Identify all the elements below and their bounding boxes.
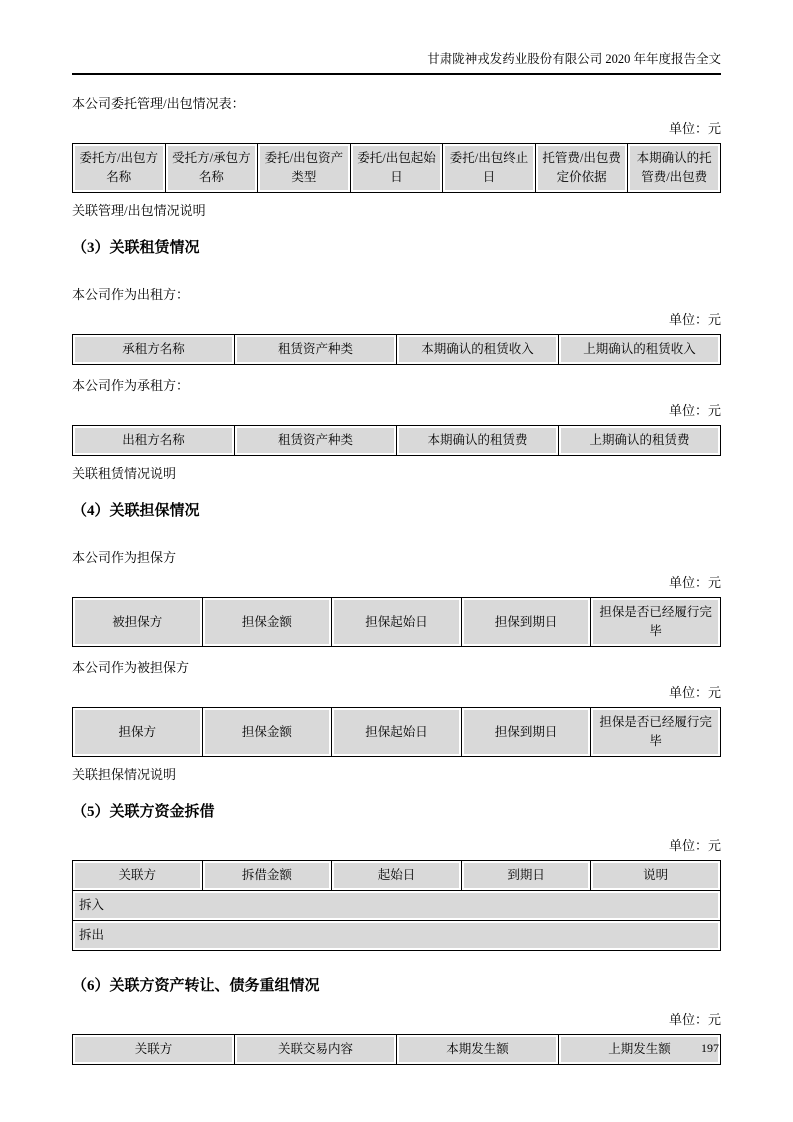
custody-intro-paragraph: 本公司委托管理/出包情况表： — [72, 96, 245, 111]
unit-label: 单位：元 — [668, 121, 721, 136]
lease-note: 关联租赁情况说明 — [72, 466, 177, 481]
section-heading-5: （5）关联方资金拆借 — [72, 804, 215, 820]
lending-row-lent: 拆出 — [73, 921, 721, 951]
lease-in-table — [72, 425, 721, 456]
table-header-cell: 担保起始日 — [332, 708, 462, 757]
table-header-cell: 委托/出包起始日 — [350, 144, 443, 193]
table-header-cell: 担保到期日 — [461, 708, 591, 757]
guarantee-note: 关联担保情况说明 — [72, 767, 177, 782]
table-header-cell: 委托/出包资产类型 — [258, 144, 351, 193]
table-header-cell: 被担保方 — [73, 598, 203, 647]
unit-label: 单位：元 — [668, 575, 721, 590]
lessee-paragraph: 本公司作为承租方： — [72, 378, 190, 393]
table-header-cell: 本期确认的租赁收入 — [397, 335, 559, 365]
table-header-cell: 关联方 — [73, 1035, 235, 1065]
table-header-cell: 上期发生额 — [559, 1035, 721, 1065]
lending-row-borrowed: 拆入 — [73, 891, 721, 921]
table-header-cell: 起始日 — [332, 861, 462, 891]
table-header-row — [73, 426, 721, 456]
table-header-cell: 说明 — [591, 861, 721, 891]
table-header-cell: 承租方名称 — [73, 335, 235, 365]
table-row — [73, 921, 721, 951]
table-header-cell: 担保是否已经履行完毕 — [591, 708, 721, 757]
guarantor-paragraph: 本公司作为担保方 — [72, 550, 177, 565]
custody-table — [72, 143, 721, 193]
table-header-cell: 租赁资产种类 — [235, 335, 397, 365]
table-header-cell: 担保金额 — [202, 598, 332, 647]
table-header-row — [73, 861, 721, 891]
table-header-row — [73, 598, 721, 647]
table-header-cell: 关联方 — [73, 861, 203, 891]
table-header-cell: 担保方 — [73, 708, 203, 757]
table-header-cell: 托管费/出包费定价依据 — [535, 144, 628, 193]
table-header-cell: 委托/出包终止日 — [443, 144, 536, 193]
table-header-row — [73, 335, 721, 365]
table-header-cell: 上期确认的租赁费 — [559, 426, 721, 456]
report-header-title: 甘肃陇神戎发药业股份有限公司 2020 年年度报告全文 — [72, 52, 721, 75]
unit-label: 单位：元 — [668, 1012, 721, 1027]
table-header-cell: 关联交易内容 — [235, 1035, 397, 1065]
guaranteed-paragraph: 本公司作为被担保方 — [72, 660, 190, 675]
table-row — [73, 891, 721, 921]
table-header-cell: 担保金额 — [202, 708, 332, 757]
table-header-cell: 到期日 — [461, 861, 591, 891]
table-header-row — [73, 708, 721, 757]
unit-label: 单位：元 — [668, 685, 721, 700]
table-header-row — [73, 1035, 721, 1065]
table-header-cell: 担保到期日 — [461, 598, 591, 647]
table-header-cell: 本期确认的租赁费 — [397, 426, 559, 456]
table-header-cell: 拆借金额 — [202, 861, 332, 891]
table-header-row — [73, 144, 721, 193]
section-heading-4: （4）关联担保情况 — [72, 503, 200, 519]
guarantee-out-table — [72, 597, 721, 647]
table-header-cell: 受托方/承包方名称 — [165, 144, 258, 193]
transfer-table — [72, 1034, 721, 1065]
table-header-cell: 本期发生额 — [397, 1035, 559, 1065]
section-heading-6: （6）关联方资产转让、债务重组情况 — [72, 978, 320, 994]
custody-note: 关联管理/出包情况说明 — [72, 203, 206, 218]
unit-label: 单位：元 — [668, 312, 721, 327]
page-number: 197 — [701, 1041, 719, 1055]
table-header-cell: 担保是否已经履行完毕 — [591, 598, 721, 647]
table-header-cell: 出租方名称 — [73, 426, 235, 456]
table-header-cell: 委托方/出包方名称 — [73, 144, 166, 193]
unit-label: 单位：元 — [668, 838, 721, 853]
guarantee-in-table — [72, 707, 721, 757]
table-header-cell: 上期确认的租赁收入 — [559, 335, 721, 365]
section-heading-3: （3）关联租赁情况 — [72, 240, 200, 256]
table-header-cell: 担保起始日 — [332, 598, 462, 647]
lessor-paragraph: 本公司作为出租方： — [72, 287, 190, 302]
table-header-cell: 本期确认的托管费/出包费 — [628, 144, 721, 193]
unit-label: 单位：元 — [668, 403, 721, 418]
table-header-cell: 租赁资产种类 — [235, 426, 397, 456]
lease-out-table — [72, 334, 721, 365]
lending-table — [72, 860, 721, 951]
